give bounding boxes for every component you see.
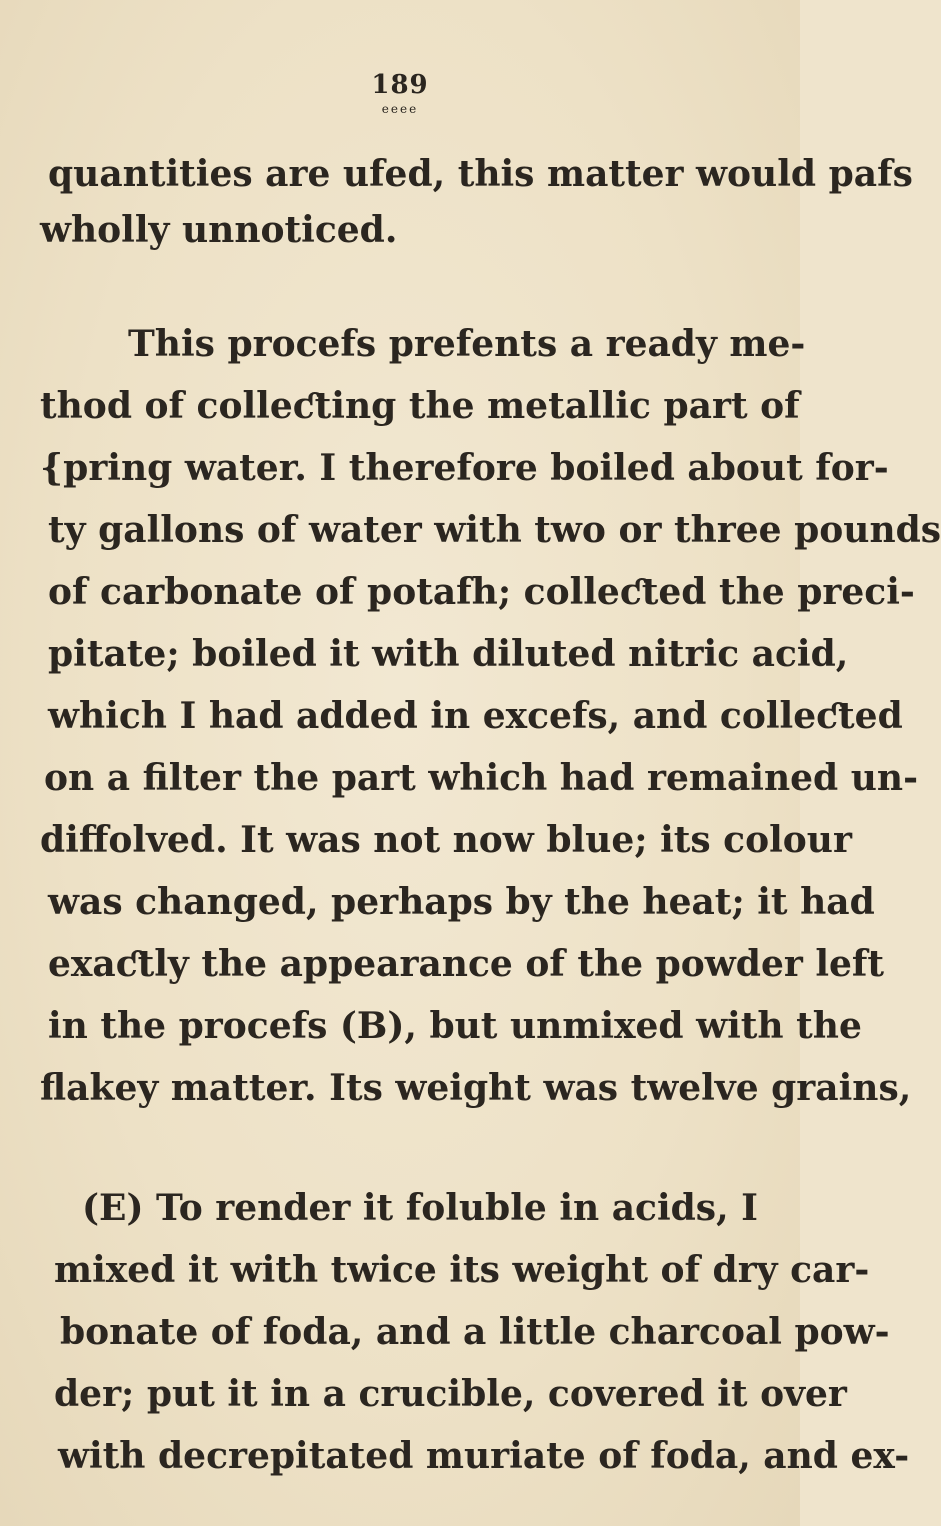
page-ornament: eeee — [381, 102, 419, 116]
text-line: ty gallons of water with two or three pounds — [48, 509, 941, 551]
text-line: {pring water. I therefore boiled about for- — [40, 447, 889, 489]
text-line: flakey matter. Its weight was twelve grains, — [40, 1067, 912, 1109]
text-line: quantities are ufed, this matter would pafs — [48, 153, 913, 195]
text-line: with decrepitated muriate of foda, and ex- — [58, 1435, 910, 1477]
text-line: exaƈtly the appearance of the powder left — [48, 943, 885, 985]
text-line: wholly unnoticed. — [40, 209, 398, 251]
text-line: diffolved. It was not now blue; its colour — [40, 819, 852, 861]
page-number: 189 — [371, 70, 429, 100]
text-line: mixed it with twice its weight of dry car- — [54, 1249, 870, 1291]
text-line: of carbonate of potafh; colleƈted the preci- — [48, 571, 915, 613]
text-line: bonate of foda, and a little charcoal pow- — [60, 1311, 890, 1353]
text-line: on a filter the part which had remained un- — [44, 757, 919, 799]
text-line: der; put it in a crucible, covered it over — [54, 1373, 847, 1415]
text-line: thod of colleƈting the metallic part of — [40, 385, 800, 427]
text-line: This procefs prefents a ready me- — [128, 323, 806, 365]
text-line: which I had added in excefs, and colleƈted — [48, 695, 903, 737]
text-line: in the procefs (B), but unmixed with the — [48, 1005, 862, 1047]
text-line: pitate; boiled it with diluted nitric acid, — [48, 633, 849, 675]
text-line: was changed, perhaps by the heat; it had — [48, 881, 875, 923]
text-line: (E) To render it foluble in acids, I — [82, 1187, 758, 1229]
